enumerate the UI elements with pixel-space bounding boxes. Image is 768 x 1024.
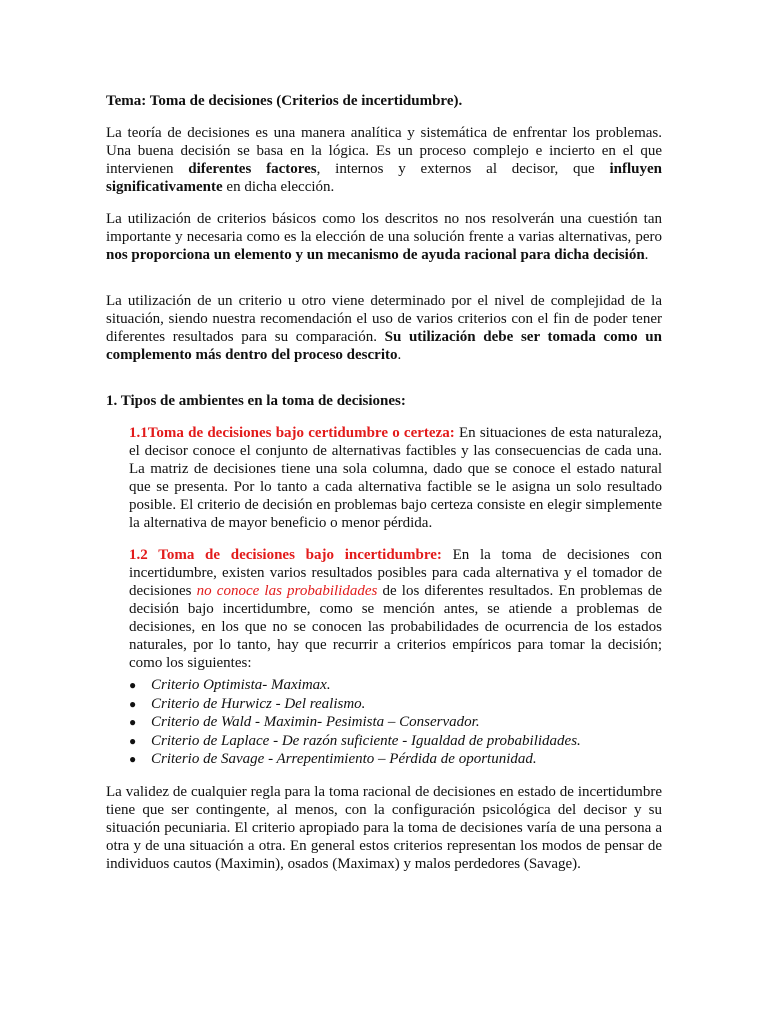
document-page bbox=[106, 92, 662, 887]
intro-p2-text-b: . bbox=[644, 247, 649, 263]
title-label: Tema: bbox=[106, 93, 147, 109]
criterion-label: Criterio de Savage - Arrepentimiento – Pérdida de oportunidad. bbox=[151, 751, 537, 767]
criterion-label: Criterio Optimista- Maximax. bbox=[151, 677, 331, 693]
list-item bbox=[129, 695, 662, 714]
bullet-icon: ● bbox=[129, 733, 137, 748]
closing-paragraph: La validez de cualquier regla para la toma racional de decisiones en estado de incertidumbre tiene que ser contingente, al menos, con la configuración psicológica del decisor y su situación pecuniaria. El criterio apropiado para la toma de decisiones varía de una persona a otra y de una situación a otra. En general estos criterios representan los modos de pensar de individuos cautos (Maximin), osados (Maximax) y malos perdedores (Savage). bbox=[106, 783, 662, 872]
bullet-icon: ● bbox=[129, 752, 137, 766]
intro-paragraph-2 bbox=[106, 210, 662, 264]
intro-p3-text-a: La utilización de un criterio u otro viene determinado por el nivel de complejidad de la situación, siendo nuestra recomendación el uso de varios criterios con el fin de poder tener diferentes resultados para su comparación. bbox=[106, 293, 662, 345]
title-text: Toma de decisiones (Criterios de incertidumbre). bbox=[146, 93, 463, 109]
intro-paragraph-3 bbox=[106, 292, 662, 364]
intro-p1-bold-a: diferentes factores bbox=[188, 161, 317, 177]
list-item bbox=[129, 732, 662, 751]
intro-paragraph-1 bbox=[106, 124, 662, 196]
intro-p1-bold-b: influyen significativamente bbox=[106, 161, 662, 195]
subsection-uncertainty-heading: 1.2 Toma de decisiones bajo incertidumbre: bbox=[129, 547, 442, 563]
intro-p1-text-b: , internos y externos al decisor, que bbox=[316, 161, 610, 177]
subsection-certainty bbox=[129, 424, 662, 532]
list-item bbox=[129, 750, 662, 769]
intro-p1-text-c: en dicha elección. bbox=[222, 179, 335, 195]
bullet-icon: ● bbox=[129, 715, 137, 729]
intro-p1-text-a: La teoría de decisiones es una manera analítica y sistemática de enfrentar los problemas. Una buena decisión se basa en la lógica. Es un proceso complejo e incierto en el que intervienen bbox=[106, 125, 662, 177]
subsection-uncertainty-text-a: En la toma de decisiones con incertidumbre, existen varios resultados posibles para cada alternativa y el tomador de decisiones bbox=[129, 547, 662, 599]
bullet-icon: ● bbox=[129, 696, 137, 711]
criteria-list bbox=[106, 676, 662, 769]
criterion-label: Criterio de Laplace - De razón suficiente - Igualdad de probabilidades. bbox=[151, 732, 581, 749]
subsection-certainty-heading: 1.1Toma de decisiones bajo certidumbre o certeza: bbox=[129, 425, 455, 441]
document-title bbox=[106, 92, 662, 110]
intro-p3-text-b: . bbox=[397, 347, 402, 363]
intro-p3-bold: Su utilización debe ser tomada como un complemento más dentro del proceso descrito bbox=[106, 329, 662, 363]
criterion-label: Criterio de Hurwicz - Del realismo. bbox=[151, 695, 366, 712]
criterion-label: Criterio de Wald - Maximin- Pesimista – Conservador. bbox=[151, 714, 480, 730]
subsection-uncertainty bbox=[129, 546, 662, 672]
section-heading: 1. Tipos de ambientes en la toma de decisiones: bbox=[106, 393, 406, 409]
intro-p2-bold: nos proporciona un elemento y un mecanismo de ayuda racional para dicha decisión bbox=[106, 247, 645, 263]
subsection-uncertainty-emphasis: no conoce las probabilidades bbox=[196, 583, 378, 599]
subsection-certainty-text: En situaciones de esta naturaleza, el decisor conoce el conjunto de alternativas factibles y las consecuencias de cada una. La matriz de decisiones tiene una sola columna, dado que se conoce el estado natural que se presenta. Por lo tanto a cada alternativa factible se le asigna un solo resultado posible. El criterio de decisión en problemas bajo certeza consiste en elegir simplemente la alternativa de mayor beneficio o menor pérdida. bbox=[129, 425, 663, 531]
list-item bbox=[129, 676, 662, 695]
bullet-icon: ● bbox=[129, 678, 137, 692]
list-item bbox=[129, 713, 662, 732]
subsection-uncertainty-text-b: de los diferentes resultados. En problemas de decisión bajo incertidumbre, como se mención antes, se atiende a problemas de decisiones, en los que no se conocen las probabilidades de ocurrencia de los estados naturales, por lo tanto, hay que recurrir a criterios empíricos para tomar la decisión; como los siguientes: bbox=[129, 583, 663, 671]
intro-p2-text-a: La utilización de criterios básicos como los descritos no nos resolverán una cuestión tan importante y necesaria como es la elección de una solución frente a varias alternativas, pero bbox=[106, 211, 662, 245]
